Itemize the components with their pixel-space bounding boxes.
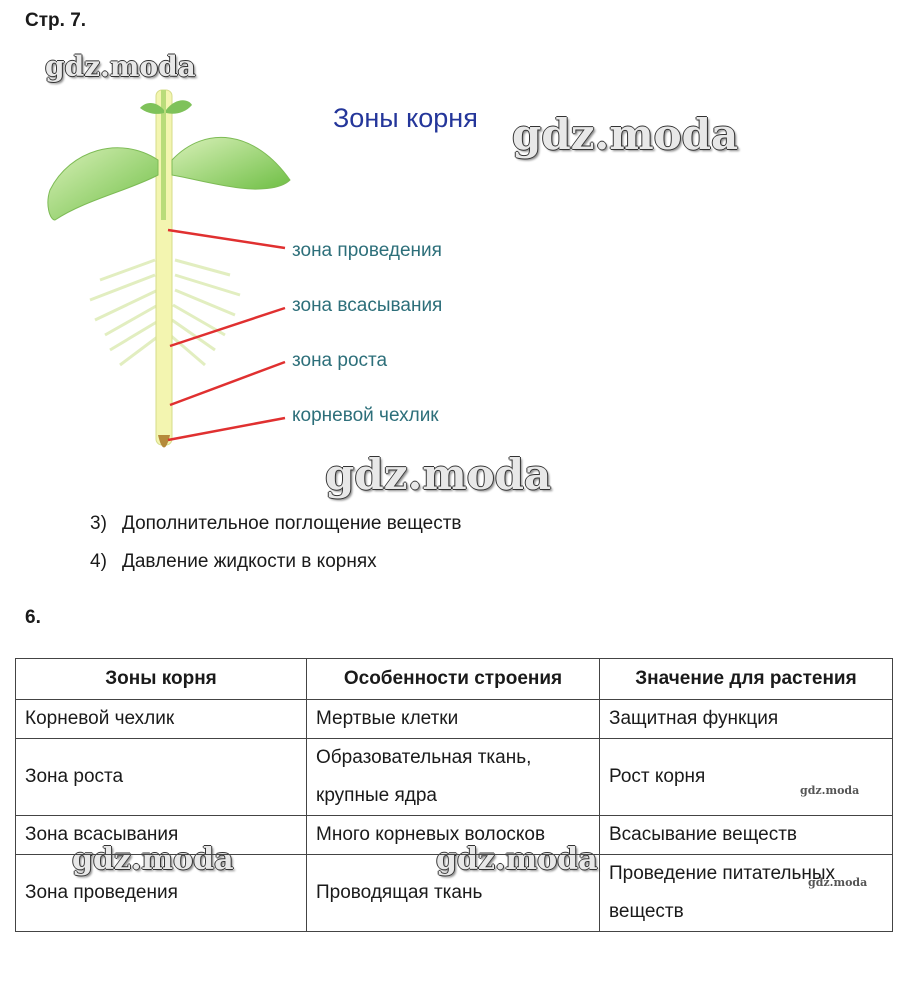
pointer-line	[168, 230, 285, 248]
table-cell: Всасывание веществ	[600, 816, 893, 855]
zone-label-growth: зона роста	[292, 350, 388, 371]
diagram-title: Зоны корня	[333, 103, 478, 133]
column-header: Значение для растения	[600, 659, 893, 700]
column-header: Особенности строения	[307, 659, 600, 700]
table-cell: Зона роста	[16, 739, 307, 816]
list-item-number: 4)	[90, 551, 107, 572]
table-cell: Образовательная ткань, крупные ядра	[307, 739, 600, 816]
list-item-text: Дополнительное поглощение веществ	[122, 513, 462, 534]
table-row	[16, 816, 893, 855]
watermark: gdz.moda	[325, 450, 552, 499]
table-cell: Зона всасывания	[16, 816, 307, 855]
table-row	[16, 700, 893, 739]
zone-label-root-cap: корневой чехлик	[292, 405, 439, 426]
table-row	[16, 739, 893, 816]
watermark: gdz.moda	[45, 50, 196, 83]
table-cell: Много корневых волосков	[307, 816, 600, 855]
watermark: gdz.moda	[436, 842, 598, 877]
watermark: gdz.moda	[512, 110, 739, 159]
watermark: gdz.moda	[72, 842, 234, 877]
list-item-number: 3)	[90, 513, 107, 534]
table-cell: Зона проведения	[16, 855, 307, 932]
table-cell: Рост корня	[600, 739, 893, 816]
watermark-small: gdz.moda	[800, 784, 860, 797]
table-cell: Корневой чехлик	[16, 700, 307, 739]
column-header: Зоны корня	[16, 659, 307, 700]
watermark-small: gdz.moda	[808, 876, 868, 889]
list-item	[90, 551, 377, 573]
list-item-text: Давление жидкости в корнях	[122, 551, 377, 572]
page-number: Стр. 7.	[25, 10, 87, 31]
list-item	[90, 513, 462, 535]
table-cell: Проведение питательных веществ	[600, 855, 893, 932]
table-cell: Защитная функция	[600, 700, 893, 739]
table-cell: Проводящая ткань	[307, 855, 600, 932]
table-row	[16, 855, 893, 932]
root-zones-table	[15, 658, 893, 932]
zone-label-conduction: зона проведения	[292, 240, 442, 261]
section-number: 6.	[25, 607, 41, 628]
pointer-line	[170, 362, 285, 405]
pointer-line	[170, 308, 285, 346]
table-cell: Мертвые клетки	[307, 700, 600, 739]
pointer-line	[168, 418, 285, 440]
table-header-row	[16, 659, 893, 700]
zone-label-absorption: зона всасывания	[292, 295, 443, 316]
